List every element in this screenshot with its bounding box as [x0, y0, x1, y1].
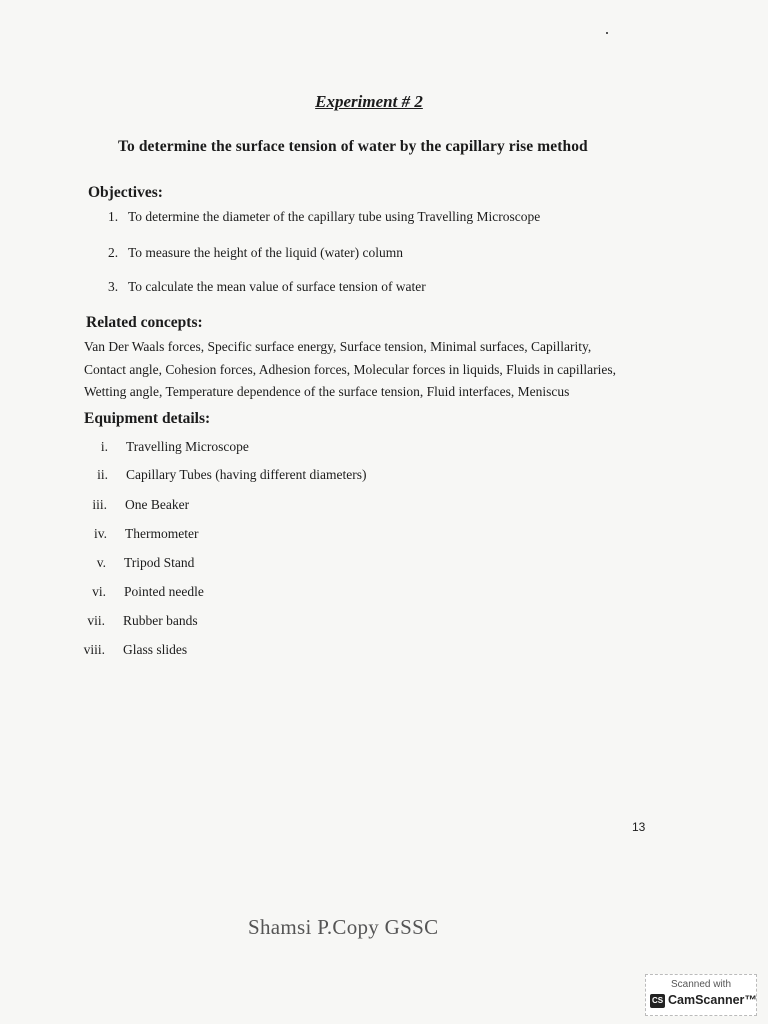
- concepts-line: Wetting angle, Temperature dependence of the surface tension, Fluid interfaces, Meniscus: [84, 384, 570, 399]
- camscanner-logo-icon: CS: [650, 994, 665, 1008]
- experiment-subtitle: To determine the surface tension of water by the capillary rise method: [118, 138, 588, 155]
- equipment-item: [82, 467, 367, 483]
- equipment-text: Glass slides: [123, 642, 188, 657]
- equipment-number: ii.: [97, 467, 108, 482]
- equipment-item: [80, 584, 204, 600]
- equipment-item: [79, 642, 188, 658]
- equipment-number: vii.: [87, 613, 105, 628]
- equipment-number: v.: [96, 555, 106, 570]
- related-concepts-heading: Related concepts:: [86, 314, 203, 331]
- equipment-number: i.: [100, 439, 108, 454]
- equipment-text: Pointed needle: [124, 584, 204, 599]
- equipment-item: [81, 526, 199, 542]
- equipment-item: [79, 613, 198, 629]
- objectives-heading: Objectives:: [88, 184, 163, 201]
- scanned-with-label: Scanned with: [670, 979, 732, 990]
- equipment-number: iii.: [92, 497, 107, 512]
- equipment-item: [80, 555, 195, 571]
- objective-number: 1.: [108, 209, 119, 224]
- equipment-text: Tripod Stand: [124, 555, 195, 570]
- experiment-title: Experiment # 2: [315, 92, 423, 111]
- speck: [606, 32, 608, 34]
- equipment-text: Capillary Tubes (having different diameters): [126, 467, 367, 482]
- equipment-text: Thermometer: [125, 526, 199, 541]
- camscanner-label: CamScanner™: [668, 993, 757, 1007]
- equipment-item: [82, 439, 249, 455]
- camscanner-badge: [645, 974, 757, 1016]
- equipment-heading: Equipment details:: [84, 410, 211, 427]
- equipment-text: Rubber bands: [123, 613, 198, 628]
- equipment-number: iv.: [94, 526, 107, 541]
- objective-number: 3.: [108, 279, 119, 294]
- equipment-number: viii.: [83, 642, 105, 657]
- objective-text: To calculate the mean value of surface tension of water: [128, 279, 426, 294]
- page-number: 13: [632, 820, 646, 834]
- equipment-number: vi.: [92, 584, 106, 599]
- equipment-text: One Beaker: [125, 497, 190, 512]
- objective-text: To determine the diameter of the capillary tube using Travelling Microscope: [128, 209, 541, 224]
- concepts-line: Contact angle, Cohesion forces, Adhesion forces, Molecular forces in liquids, Fluids in capillaries,: [84, 361, 617, 377]
- related-concepts-text: [84, 336, 664, 404]
- equipment-item: [81, 497, 190, 513]
- objective-number: 2.: [108, 245, 119, 260]
- copy-shop-stamp: Shamsi P.Copy GSSC: [248, 915, 439, 939]
- objective-text: To measure the height of the liquid (water) column: [128, 245, 403, 260]
- equipment-text: Travelling Microscope: [126, 439, 249, 454]
- concepts-line: Van Der Waals forces, Specific surface energy, Surface tension, Minimal surfaces, Capillarity,: [84, 339, 592, 354]
